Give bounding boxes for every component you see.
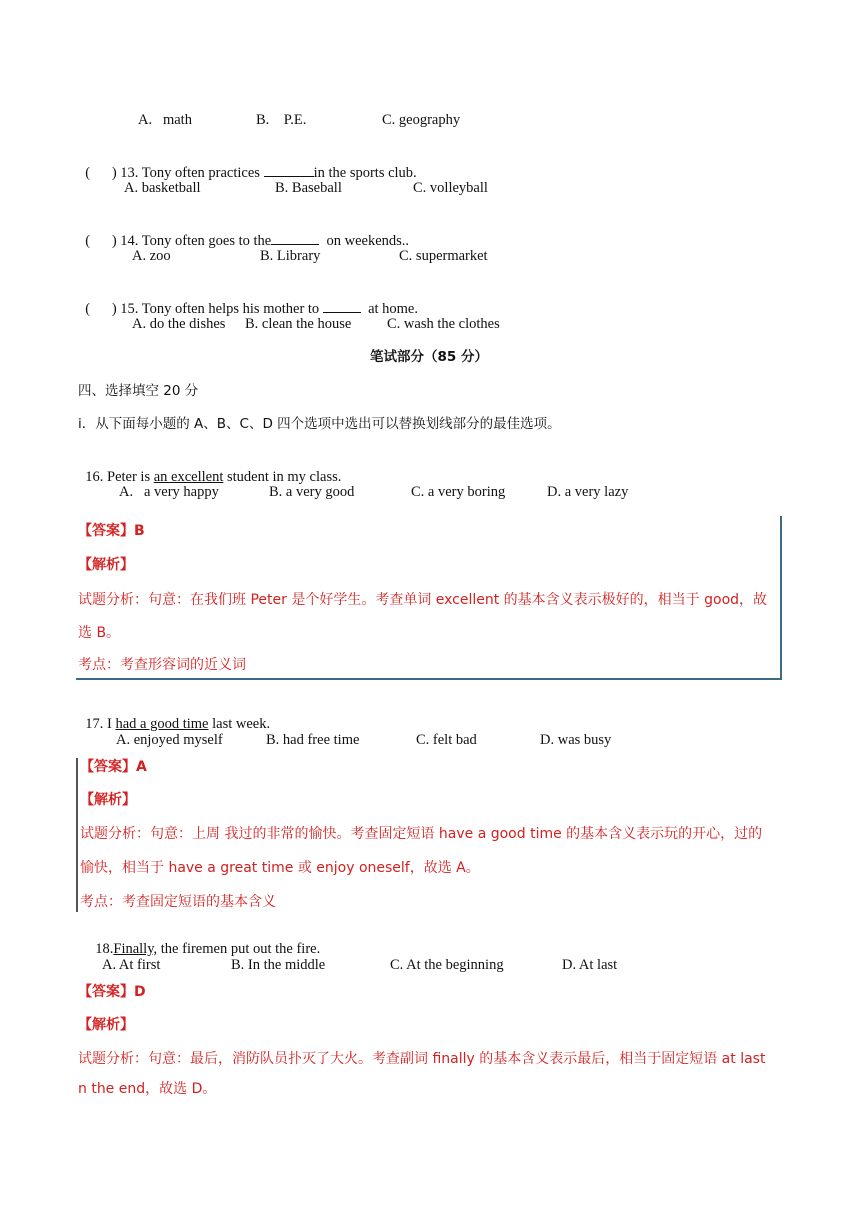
q13-option-b: B. Baseball [275,180,342,196]
q16-option-c: C. a very boring [411,484,506,500]
underlined-phrase: Finally, [113,941,158,957]
q16-answer: 【答案】B [78,523,145,539]
q17-question [78,697,270,733]
question-text: 14. Tony often goes to the [120,233,272,249]
part-heading: 四、选择填空 20 分 [78,383,199,399]
q16-option-a: A. a very happy [119,484,219,500]
q16-analysis-line1: 试题分析：句意：在我们班 Peter 是个好学生。考查单词 excellent 的基本含义表示极好的，相当于 good，故 [78,592,768,608]
q16-analysis-label: 【解析】 [78,557,134,573]
q12-option-a: A. math [138,112,192,128]
answer-blank [264,163,314,177]
answer-paren: ( ) [85,165,117,181]
q15-option-b: B. clean the house [245,316,352,332]
q15-question [78,281,418,318]
q15-option-c: C. wash the clothes [387,316,500,332]
q16-analysis-line2: 选 B。 [78,625,121,641]
q18-option-c: C. At the beginning [390,957,504,973]
q16-question [78,450,341,486]
q18-question [88,922,320,958]
q18-analysis-label: 【解析】 [78,1017,134,1033]
answer-paren: ( ) [85,233,117,249]
section-title: 笔试部分（85 分） [370,349,488,365]
q17-answer-box-border [76,758,78,912]
q14-option-c: C. supermarket [399,248,488,264]
q18-option-a: A. At first [102,957,161,973]
q17-analysis-label: 【解析】 [80,792,136,808]
question-text-after: last week. [208,716,271,732]
q18-option-d: D. At last [562,957,618,973]
q17-answer: 【答案】A [80,759,147,775]
q18-analysis-line2: n the end，故选 D。 [78,1081,217,1097]
question-text-after: at home. [360,301,418,317]
underlined-phrase: had a good time [115,716,209,732]
q14-option-a: A. zoo [132,248,171,264]
question-text-after: the firemen put out the fire. [157,941,321,957]
q17-option-a: A. enjoyed myself [116,732,223,748]
q12-option-b: B. P.E. [256,112,307,128]
question-text: 16. Peter is [85,469,154,485]
answer-paren: ( ) [85,301,117,317]
q17-analysis-line2: 愉快，相当于 have a great time 或 enjoy oneself，故选 A。 [80,860,480,876]
underlined-phrase: an excellent [153,469,224,485]
answer-blank [323,299,361,313]
answer-blank [271,231,319,245]
q15-option-a: A. do the dishes [132,316,226,332]
q17-point: 考点：考查固定短语的基本含义 [80,894,276,910]
q17-option-c: C. felt bad [416,732,477,748]
q13-option-c: C. volleyball [413,180,488,196]
question-text: 18. [95,941,114,957]
instruction-text: i．从下面每小题的 A、B、C、D 四个选项中选出可以替换划线部分的最佳选项。 [78,416,561,432]
q17-option-d: D. was busy [540,732,612,748]
q12-option-c: C. geography [382,112,461,128]
q13-option-a: A. basketball [124,180,201,196]
q13-question [78,145,417,182]
q17-analysis-line1: 试题分析：句意：上周 我过的非常的愉快。考查固定短语 have a good time 的基本含义表示玩的开心，过的 [80,826,763,842]
q17-option-b: B. had free time [266,732,360,748]
question-text: 17. I [85,716,116,732]
q18-answer: 【答案】D [78,984,146,1000]
question-text-after: in the sports club. [313,165,417,181]
q16-option-d: D. a very lazy [547,484,629,500]
q16-point: 考点：考查形容词的近义词 [78,657,246,673]
question-text: 13. Tony often practices [120,165,264,181]
q18-option-b: B. In the middle [231,957,326,973]
q18-analysis-line1: 试题分析：句意：最后，消防队员扑灭了大火。考查副词 finally 的基本含义表示最后，相当于固定短语 at last [78,1051,766,1067]
question-text-after: student in my class. [223,469,342,485]
q14-question [78,213,409,250]
q14-option-b: B. Library [260,248,321,264]
question-text-after: on weekends.. [319,233,410,249]
question-text: 15. Tony often helps his mother to [120,301,323,317]
q16-option-b: B. a very good [269,484,355,500]
